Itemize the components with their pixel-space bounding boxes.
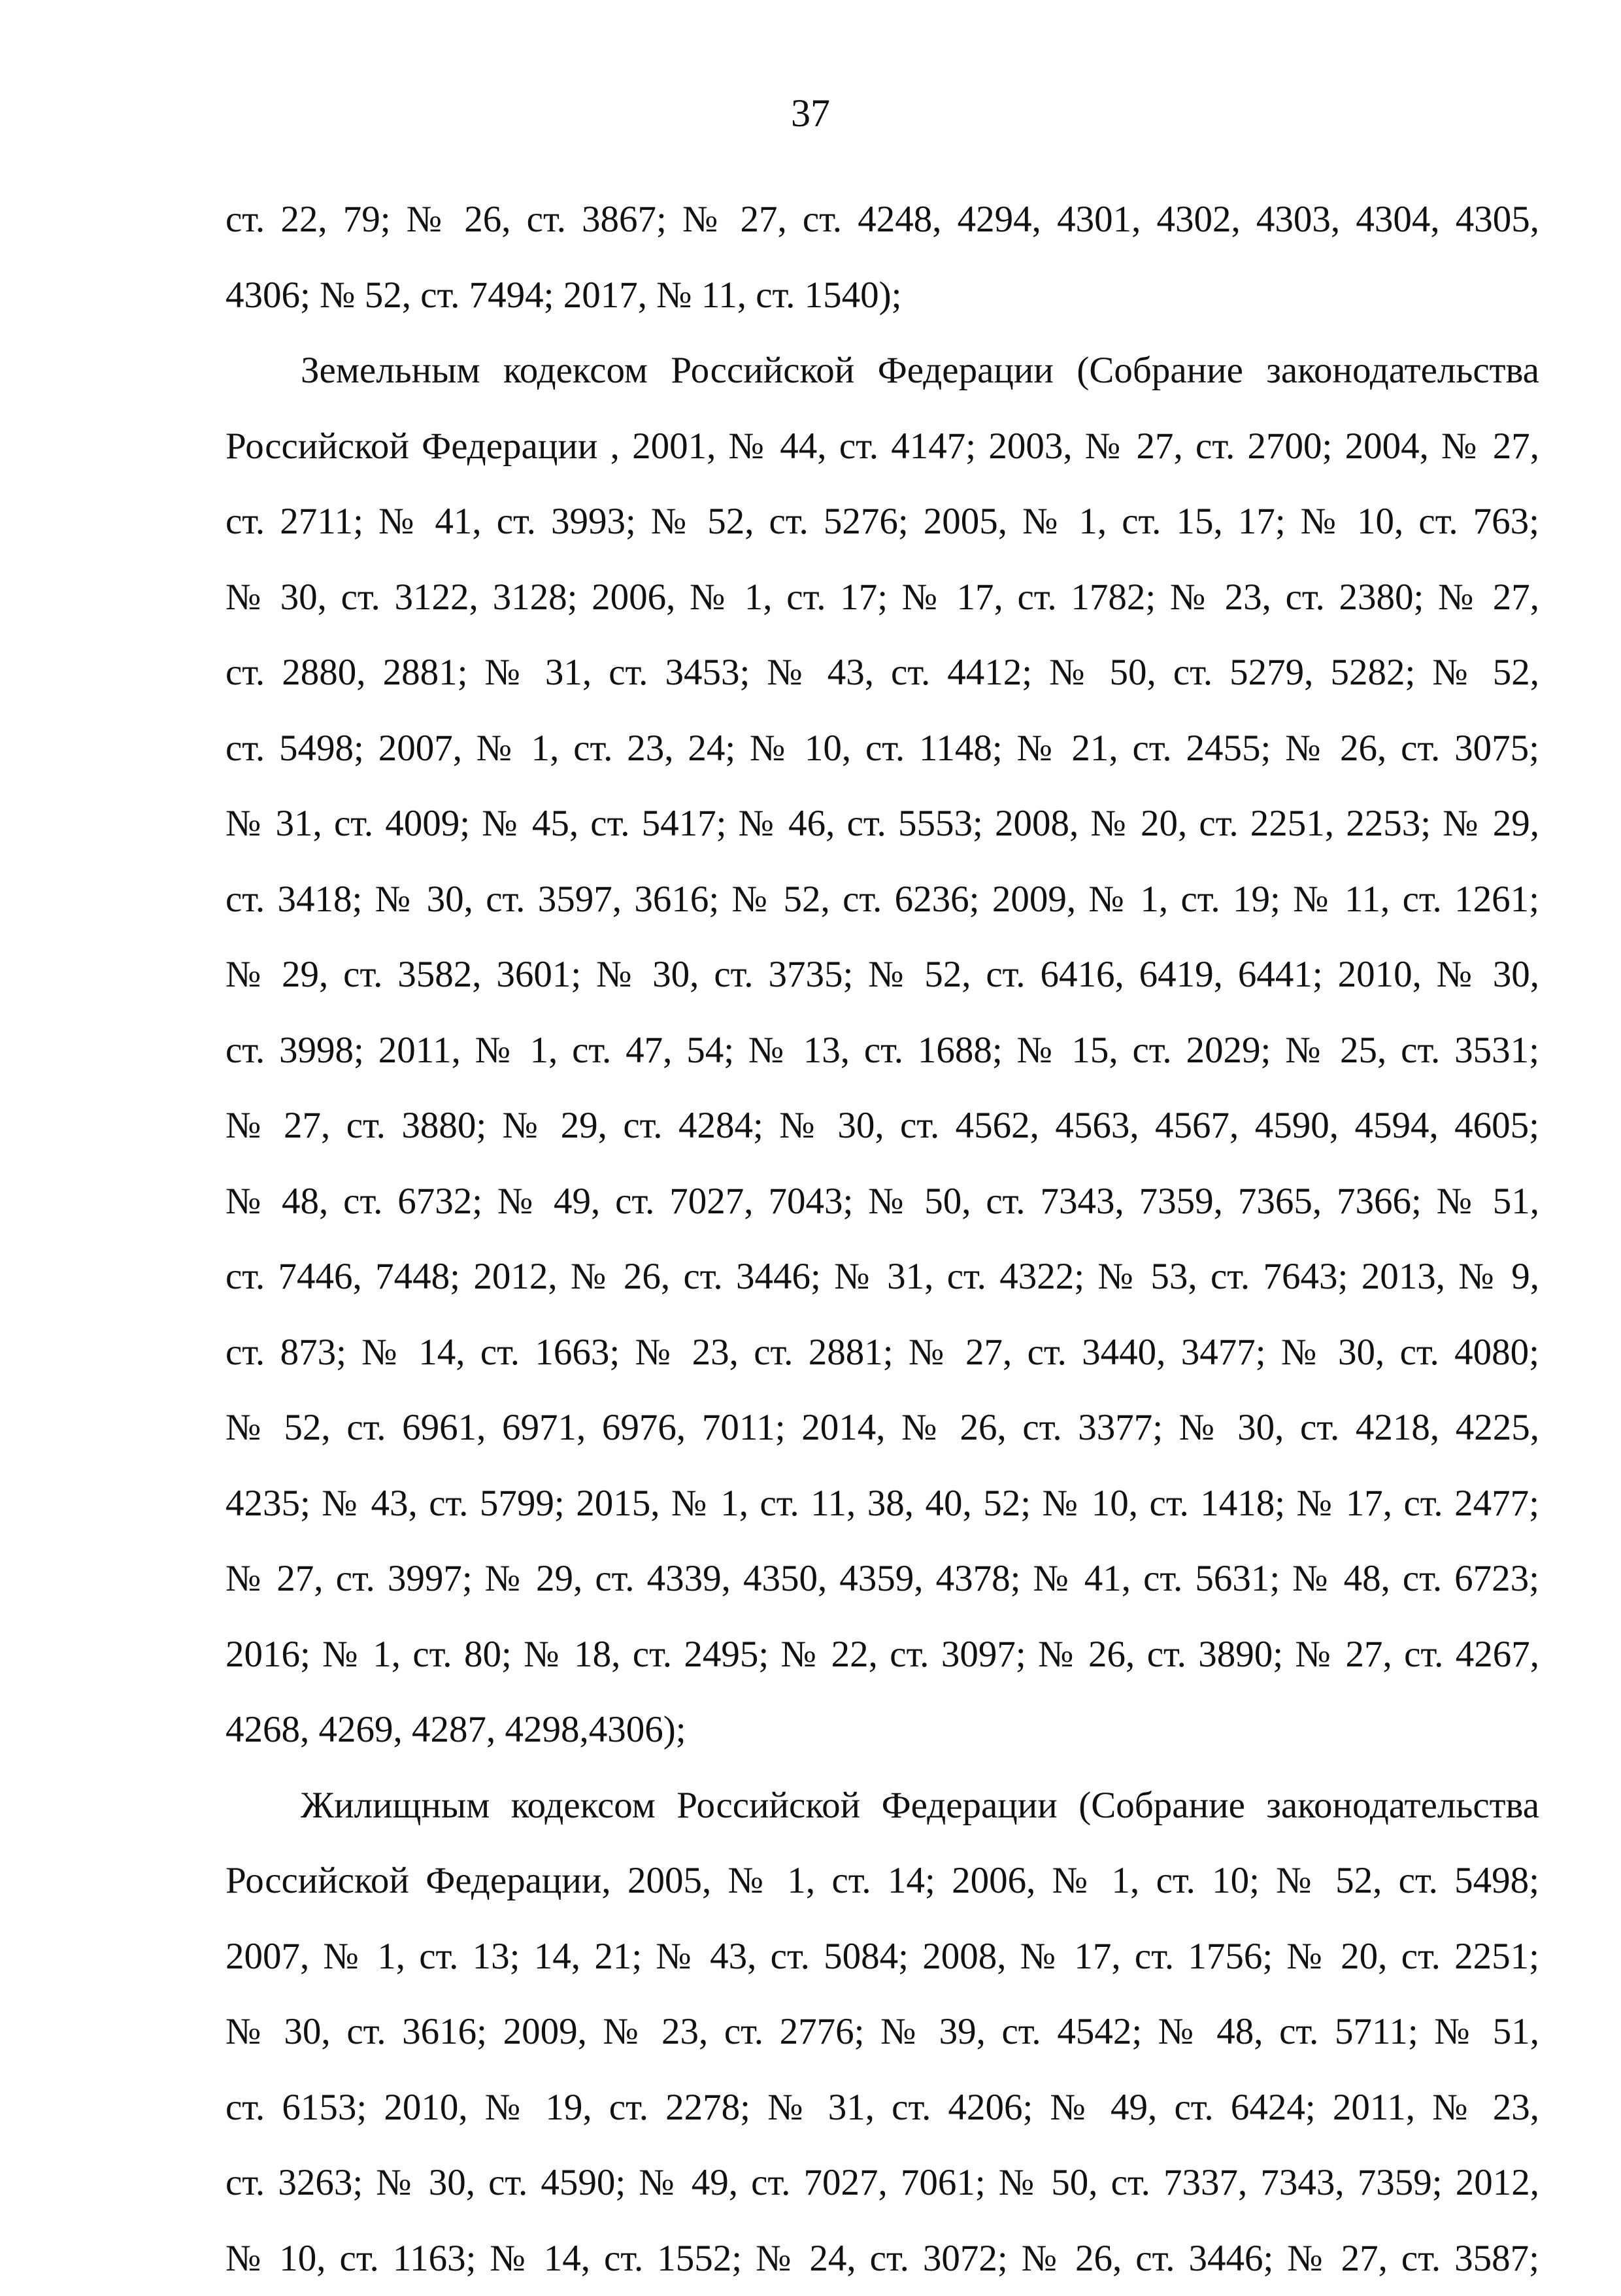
text-line: 2016; № 1, ст. 80; № 18, ст. 2495; № 22, ст. 3097; № 26, ст. 3890; № 27, ст. 4267, [226,1617,1539,1693]
text-line: № 29, ст. 3582, 3601; № 30, ст. 3735; № 52, ст. 6416, 6419, 6441; 2010, № 30, [226,937,1539,1013]
text-line: № 10, ст. 1163; № 14, ст. 1552; № 24, ст. 3072; № 26, ст. 3446; № 27, ст. 3587; [226,2221,1539,2296]
text-line: 4235; № 43, ст. 5799; 2015, № 1, ст. 11, 38, 40, 52; № 10, ст. 1418; № 17, ст. 2477; [226,1466,1539,1542]
text-line: № 27, ст. 3880; № 29, ст. 4284; № 30, ст. 4562, 4563, 4567, 4590, 4594, 4605; [226,1088,1539,1164]
paragraph-housing-code [226,1768,1539,2296]
text-line: Российской Федерации, 2005, № 1, ст. 14; 2006, № 1, ст. 10; № 52, ст. 5498; [226,1843,1539,1919]
text-line: 2007, № 1, ст. 13; 14, 21; № 43, ст. 5084; 2008, № 17, ст. 1756; № 20, ст. 2251; [226,1919,1539,1995]
text-line: № 30, ст. 3122, 3128; 2006, № 1, ст. 17; № 17, ст. 1782; № 23, ст. 2380; № 27, [226,560,1539,635]
text-line: № 52, ст. 6961, 6971, 6976, 7011; 2014, № 26, ст. 3377; № 30, ст. 4218, 4225, [226,1390,1539,1466]
paragraph-continuation [226,182,1539,333]
text-line: ст. 22, 79; № 26, ст. 3867; № 27, ст. 4248, 4294, 4301, 4302, 4303, 4304, 4305, [226,182,1539,258]
text-line: 4268, 4269, 4287, 4298,4306); [226,1692,1539,1768]
text-line: Земельным кодексом Российской Федерации (Собрание законодательства [226,333,1539,409]
text-line: ст. 873; № 14, ст. 1663; № 23, ст. 2881; № 27, ст. 3440, 3477; № 30, ст. 4080; [226,1315,1539,1391]
text-line: ст. 3263; № 30, ст. 4590; № 49, ст. 7027, 7061; № 50, ст. 7337, 7343, 7359; 2012, [226,2145,1539,2221]
text-line: № 30, ст. 3616; 2009, № 23, ст. 2776; № 39, ст. 4542; № 48, ст. 5711; № 51, [226,1994,1539,2070]
text-line: № 31, ст. 4009; № 45, ст. 5417; № 46, ст. 5553; 2008, № 20, ст. 2251, 2253; № 29, [226,786,1539,862]
text-line: ст. 3418; № 30, ст. 3597, 3616; № 52, ст. 6236; 2009, № 1, ст. 19; № 11, ст. 1261; [226,862,1539,937]
text-line: ст. 2711; № 41, ст. 3993; № 52, ст. 5276; 2005, № 1, ст. 15, 17; № 10, ст. 763; [226,484,1539,560]
text-line: Российской Федерации , 2001, № 44, ст. 4147; 2003, № 27, ст. 2700; 2004, № 27, [226,409,1539,484]
page-number: 37 [0,90,1621,136]
text-line: ст. 7446, 7448; 2012, № 26, ст. 3446; № 31, ст. 4322; № 53, ст. 7643; 2013, № 9, [226,1239,1539,1315]
text-line: 4306; № 52, ст. 7494; 2017, № 11, ст. 1540); [226,258,1539,333]
text-line: ст. 3998; 2011, № 1, ст. 47, 54; № 13, ст. 1688; № 15, ст. 2029; № 25, ст. 3531; [226,1013,1539,1089]
text-line: № 27, ст. 3997; № 29, ст. 4339, 4350, 4359, 4378; № 41, ст. 5631; № 48, ст. 6723; [226,1541,1539,1617]
text-line: ст. 2880, 2881; № 31, ст. 3453; № 43, ст. 4412; № 50, ст. 5279, 5282; № 52, [226,635,1539,711]
text-line: ст. 5498; 2007, № 1, ст. 23, 24; № 10, ст. 1148; № 21, ст. 2455; № 26, ст. 3075; [226,711,1539,786]
paragraph-land-code [226,333,1539,1768]
document-body [226,182,1539,2296]
text-line: № 48, ст. 6732; № 49, ст. 7027, 7043; № 50, ст. 7343, 7359, 7365, 7366; № 51, [226,1164,1539,1240]
text-line: Жилищным кодексом Российской Федерации (Собрание законодательства [226,1768,1539,1844]
text-line: ст. 6153; 2010, № 19, ст. 2278; № 31, ст. 4206; № 49, ст. 6424; 2011, № 23, [226,2070,1539,2146]
